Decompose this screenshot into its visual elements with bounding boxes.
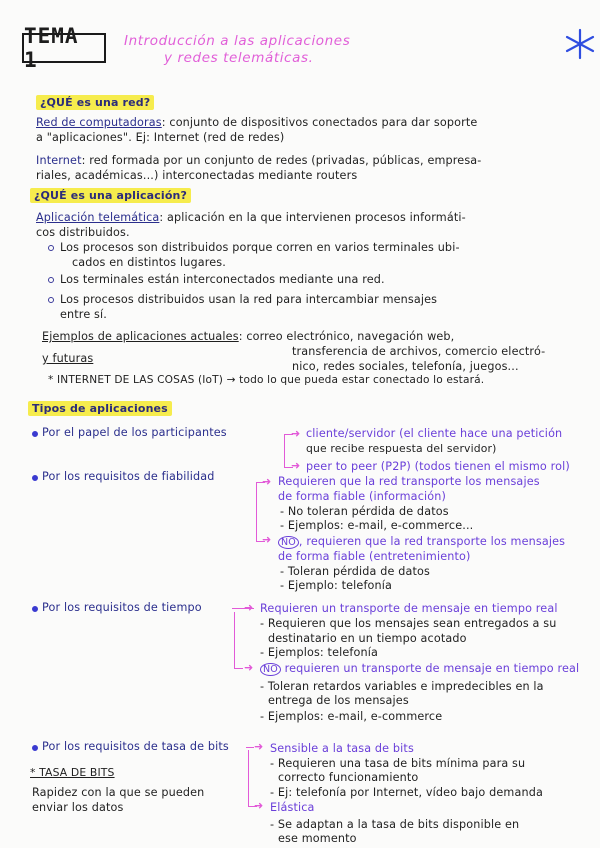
title-line-1: Introducción a las aplicaciones xyxy=(124,33,351,49)
internet-def-line-1 xyxy=(36,154,482,167)
bullet-icon xyxy=(32,745,38,751)
iot-note: * INTERNET DE LAS COSAS (IoT) → todo lo que pueda estar conectado lo estará. xyxy=(48,374,485,386)
fiab-2-line-1: NO , requieren que la red transporte los mensajes xyxy=(278,535,565,548)
red-def-line-1 xyxy=(36,116,477,129)
no-badge: NO xyxy=(278,536,299,549)
tiempo-2-detail-2: entrega de los mensajes xyxy=(268,694,409,707)
cs-line-2: que recibe respuesta del servidor) xyxy=(306,442,497,455)
tiempo-1-detail-1: - Requieren que los mensajes sean entregados a su xyxy=(260,617,557,630)
tiempo-1: Requieren un transporte de mensaje en tiempo real xyxy=(260,602,558,615)
internet-term: Internet xyxy=(36,154,82,167)
fiab-2-line-2: de forma fiable (entretenimiento) xyxy=(278,550,471,563)
tasa-term: * TASA DE BITS xyxy=(30,766,115,779)
ejemplos-line-2: transferencia de archivos, comercio electró- xyxy=(292,345,546,358)
bullet-icon xyxy=(48,277,54,283)
futuras-label: y futuras xyxy=(42,352,94,365)
bullet-icon xyxy=(32,606,38,612)
elastica-detail-1: - Se adaptan a la tasa de bits disponible en xyxy=(270,818,520,831)
app-bullet-1-line-1: Los procesos son distribuidos porque corren en varios terminales ubi- xyxy=(60,241,460,254)
bullet-icon xyxy=(32,431,38,437)
fiab-2-detail-2: - Ejemplo: telefonía xyxy=(280,579,393,592)
bracket-tiempo xyxy=(234,612,243,669)
sensible-detail-1: - Requieren una tasa de bits mínima para su xyxy=(270,757,526,770)
app-def-line-2: cos distribuidos. xyxy=(36,226,130,239)
tipo-tiempo: Por los requisitos de tiempo xyxy=(42,601,202,614)
elastica-detail-2: ese momento xyxy=(278,832,357,845)
title-line-2: y redes telemáticas. xyxy=(164,50,314,66)
arrow-icon: ➜ xyxy=(254,740,264,753)
cs-line-1: cliente/servidor (el cliente hace una petición xyxy=(306,427,563,440)
no-badge: NO xyxy=(260,663,281,676)
app-bullet-1-line-2: cados en distintos lugares. xyxy=(72,256,226,269)
fiab-1-line-1: Requieren que la red transporte los mensajes xyxy=(278,475,540,488)
arrow-icon: ➜ xyxy=(244,661,254,674)
tiempo-1-detail-2: destinatario en un tiempo acotado xyxy=(268,632,467,645)
heading-que-es-aplicacion: ¿QUÉ es una aplicación? xyxy=(30,188,191,203)
tiempo-2 xyxy=(260,662,579,675)
app-def-line-1 xyxy=(36,211,466,224)
bullet-icon xyxy=(32,475,38,481)
heading-tipos: Tipos de aplicaciones xyxy=(28,401,172,416)
internet-def-line-2: riales, académicas...) interconectadas mediante routers xyxy=(36,169,358,182)
tasa-def-line-1: Rapidez con la que se pueden xyxy=(32,786,205,799)
app-bullet-2: Los terminales están interconectados mediante una red. xyxy=(60,273,385,286)
tipo-fiabilidad: Por los requisitos de fiabilidad xyxy=(42,470,215,483)
internet-def-text: : red formada por un conjunto de redes (privadas, públicas, empresa- xyxy=(81,154,482,167)
tiempo-2-detail-1: - Toleran retardos variables e impredecibles en la xyxy=(260,680,544,693)
tipo-papel: Por el papel de los participantes xyxy=(42,426,227,439)
app-term: Aplicación telemática xyxy=(36,211,160,224)
fiab-2-detail-1: - Toleran pérdida de datos xyxy=(280,565,431,578)
ejemplos-line-3: nico, redes sociales, telefonía, juegos... xyxy=(292,360,519,373)
bullet-icon xyxy=(48,245,54,251)
fiab-2-text: requieren que la red transporte los mensajes xyxy=(306,535,566,548)
tiempo-2-detail-3: - Ejemplos: e-mail, e-commerce xyxy=(260,710,443,723)
fiab-1-line-2: de forma fiable (información) xyxy=(278,490,446,503)
heading-que-es-red: ¿QUÉ es una red? xyxy=(36,95,154,110)
ejemplos-term: Ejemplos de aplicaciones actuales xyxy=(42,330,239,343)
fiab-1-detail-2: - Ejemplos: e-mail, e-commerce... xyxy=(280,519,474,532)
arrow-icon: ➜ xyxy=(254,799,264,812)
tiempo-2-text: requieren un transporte de mensaje en tiempo real xyxy=(284,662,580,675)
tema-box: TEMA 1 xyxy=(22,33,106,63)
red-term: Red de computadoras xyxy=(36,116,162,129)
arrow-icon: ➜ xyxy=(244,601,254,614)
red-def-line-2: a "aplicaciones". Ej: Internet (red de redes) xyxy=(36,131,285,144)
tiempo-1-detail-3: - Ejemplos: telefonía xyxy=(260,646,379,659)
app-bullet-3-line-1: Los procesos distribuidos usan la red para intercambiar mensajes xyxy=(60,293,438,306)
fiab-1-detail-1: - No toleran pérdida de datos xyxy=(280,505,449,518)
arrow-icon: ➜ xyxy=(291,427,301,440)
app-bullet-3-line-2: entre sí. xyxy=(60,308,107,321)
tasa-def-line-2: enviar los datos xyxy=(32,801,124,814)
tipo-tasa: Por los requisitos de tasa de bits xyxy=(42,740,229,753)
arrow-icon: ➜ xyxy=(262,475,272,488)
ejemplos-text: : correo electrónico, navegación web, xyxy=(238,330,455,343)
bullet-icon xyxy=(48,297,54,303)
ejemplos-line-1 xyxy=(42,330,454,343)
app-def-text: : aplicación en la que intervienen procesos informáti- xyxy=(159,211,466,224)
p2p-line: peer to peer (P2P) (todos tienen el mismo rol) xyxy=(306,460,570,473)
elastica-label: Elástica xyxy=(270,801,315,814)
sensible-label: Sensible a la tasa de bits xyxy=(270,742,414,755)
sensible-detail-3: - Ej: telefonía por Internet, vídeo bajo demanda xyxy=(270,786,543,799)
sensible-detail-2: correcto funcionamiento xyxy=(278,771,419,784)
line-tasa xyxy=(246,747,254,748)
red-def-text: : conjunto de dispositivos conectados para dar soporte xyxy=(161,116,478,129)
arrow-icon: ➜ xyxy=(262,533,272,546)
star-icon xyxy=(560,24,600,64)
arrow-icon: ➜ xyxy=(291,459,301,472)
